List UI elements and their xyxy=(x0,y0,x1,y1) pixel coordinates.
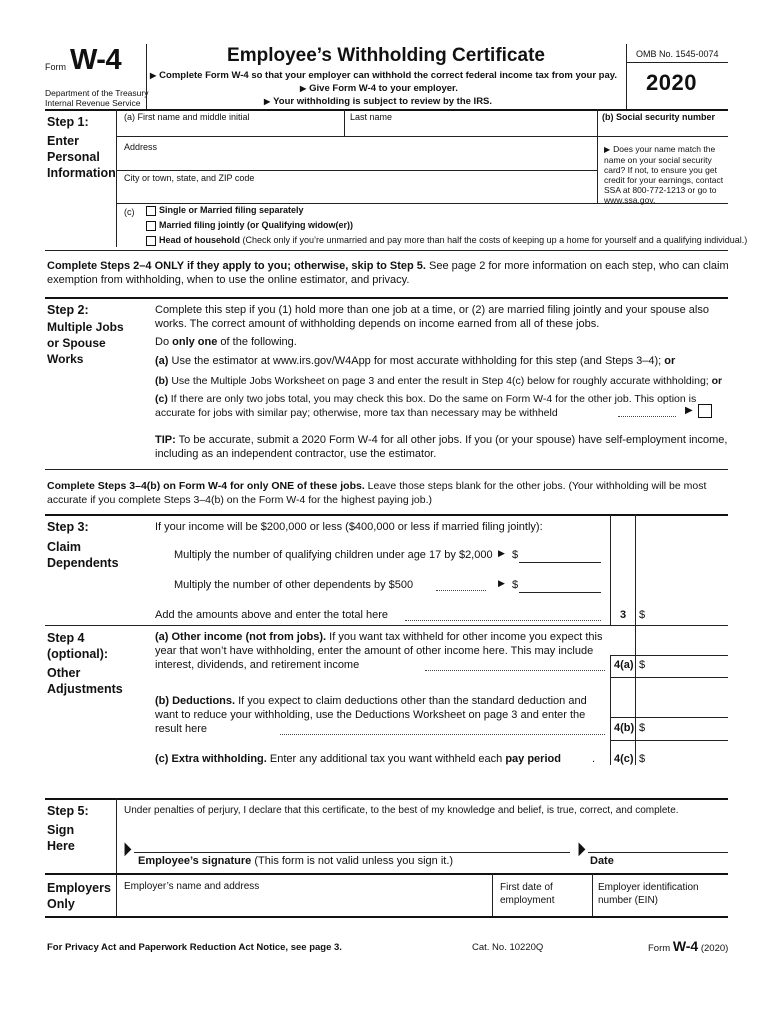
filing-status-label: (c) xyxy=(124,207,135,217)
ssn-field[interactable] xyxy=(599,110,727,136)
ssn-label: (b) Social security number xyxy=(602,112,716,122)
step1-title: Enter Personal Information xyxy=(47,134,116,180)
step4-label: Step 4 (optional): xyxy=(47,631,109,661)
step2-option-b: (b) Use the Multiple Jobs Worksheet on page 3 and enter the result in Step 4(c) below for roughly accurate withholding; or xyxy=(155,375,723,387)
address-label: Address xyxy=(124,142,158,152)
form-name: W-4 xyxy=(70,44,122,76)
two-jobs-checkbox[interactable] xyxy=(698,404,712,418)
line-4b-number: 4(b) xyxy=(614,722,635,734)
last-name-label: Last name xyxy=(350,112,393,122)
catalog-number: Cat. No. 10220Q xyxy=(472,942,544,953)
employers-title: Employers Only xyxy=(47,881,111,911)
step2-only-one: Do only one of the following. xyxy=(155,336,297,348)
intro-steps-3-4b: Complete Steps 3–4(b) on Form W-4 for only ONE of these jobs. Leave those steps blank for the other jobs. (Your withholding will be most accurate if you complete Steps 3–4(b) on the Form W-4 for the highest paying job.) xyxy=(47,480,707,506)
step3-other-line: Multiply the number of other dependents by $500 xyxy=(174,579,414,591)
omb-number: OMB No. 1545-0074 xyxy=(636,49,719,59)
step1-label: Step 1: xyxy=(47,115,89,129)
step3-title: Claim Dependents xyxy=(47,540,119,570)
married-joint-checkbox[interactable] xyxy=(146,221,156,231)
first-name-label: (a) First name and middle initial xyxy=(124,112,250,122)
step4b-deductions: (b) Deductions. If you expect to claim deductions other than the standard deduction and want to reduce your withholding, use the Deductions Worksheet on page 3 and enter the result here xyxy=(155,695,587,735)
perjury-statement: Under penalties of perjury, I declare that this certificate, to the best of my knowledge and belief, is true, correct, and complete. xyxy=(124,805,679,816)
date-arrow-icon: ▶ xyxy=(578,838,586,858)
city-label: City or town, state, and ZIP code xyxy=(124,173,255,183)
step5-title: Sign Here xyxy=(47,823,75,853)
step2-tip: TIP: To be accurate, submit a 2020 Form W-4 for all other jobs. If you (or your spouse) have self-employment income, including as an independent contractor, use the estimator. xyxy=(155,434,728,460)
employer-name-label: Employer’s name and address xyxy=(124,881,260,892)
tax-year: 2020 xyxy=(646,70,697,95)
instruction-3: ▶ Your withholding is subject to review by the IRS. xyxy=(264,96,492,107)
other-dependents-field[interactable] xyxy=(519,578,601,593)
step3-total-line: Add the amounts above and enter the total here xyxy=(155,609,388,621)
signature-arrow-icon: ▶ xyxy=(124,838,132,858)
dept-irs: Internal Revenue Service xyxy=(45,98,141,108)
first-date-label: First date of employment xyxy=(500,882,555,906)
signature-label: Employee’s signature (This form is not valid unless you sign it.) xyxy=(138,855,454,867)
line-4c-amount[interactable] xyxy=(646,750,726,766)
footer-form-name: Form W-4 (2020) xyxy=(648,938,729,954)
line-3-amount[interactable] xyxy=(646,606,726,624)
filing-single: Single or Married filing separately xyxy=(146,205,304,216)
signature-field[interactable] xyxy=(134,833,564,851)
filing-hoh: Head of household (Check only if you’re unmarried and pay more than half the costs of keeping up a home for yourself and a qualifying individual.) xyxy=(146,235,747,246)
line-4b-amount[interactable] xyxy=(646,719,726,737)
single-checkbox[interactable] xyxy=(146,206,156,216)
step3-label: Step 3: xyxy=(47,520,89,534)
step2-description: Complete this step if you (1) hold more than one job at a time, or (2) are married filing jointly and your spouse also works. The correct amount of withholding depends on income earned from all of these jobs. xyxy=(155,304,709,330)
step5-label: Step 5: xyxy=(47,804,89,818)
qualifying-children-field[interactable] xyxy=(519,548,601,563)
step3-intro: If your income will be $200,000 or less ($400,000 or less if married filing jointly): xyxy=(155,521,543,533)
step2-option-c: (c) If there are only two jobs total, you may check this box. Do the same on Form W-4 for the other job. This option is accurate for jobs with similar pay; otherwise, more tax than necessary may be withheld xyxy=(155,393,697,419)
step2-option-a: (a) Use the estimator at www.irs.gov/W4App for most accurate withholding for this step (and Steps 3–4); or xyxy=(155,355,676,367)
page-title: Employee’s Withholding Certificate xyxy=(227,45,545,66)
instruction-2: ▶ Give Form W-4 to your employer. xyxy=(300,83,458,94)
step2-title: Multiple Jobs or Spouse Works xyxy=(47,320,124,366)
step2-label: Step 2: xyxy=(47,303,89,317)
line-4a-number: 4(a) xyxy=(614,659,634,671)
step4a-other-income: (a) Other income (not from jobs). If you want tax withheld for other income you expect this year that won’t have withholding, enter the amount of other income here. This may include interest, dividends, and retirement income xyxy=(155,631,603,671)
date-label: Date xyxy=(590,855,614,867)
filing-joint: Married filing jointly (or Qualifying widow(er)) xyxy=(146,220,353,231)
form-label: Form xyxy=(45,62,66,72)
arrow-icon: ▶ xyxy=(685,405,693,416)
line-3-number: 3 xyxy=(620,609,627,621)
city-field[interactable] xyxy=(118,172,595,202)
address-field[interactable] xyxy=(118,138,595,169)
last-name-field[interactable] xyxy=(346,110,596,136)
step4c-extra-withholding: (c) Extra withholding. Enter any additional tax you want withheld each pay period xyxy=(155,753,561,765)
first-name-field[interactable] xyxy=(118,110,344,136)
step3-children-line: Multiply the number of qualifying children under age 17 by $2,000 xyxy=(174,549,493,561)
date-field[interactable] xyxy=(588,833,726,851)
line-4a-amount[interactable] xyxy=(646,657,726,675)
instruction-1: ▶ Complete Form W-4 so that your employer can withhold the correct federal income tax from your pay. xyxy=(150,70,617,81)
intro-steps-2-4: Complete Steps 2–4 ONLY if they apply to you; otherwise, skip to Step 5. See page 2 for more information on each step, who can claim exemption from withholding, when to use the online estimator, and privacy. xyxy=(47,260,729,286)
line-4c-number: 4(c) xyxy=(614,753,634,765)
ssn-note: ▶ Does your name match the name on your social security card? If not, to ensure you get credit for your earnings, contact SSA at 800-772-1213 or go to www.ssa.gov. xyxy=(604,144,728,205)
privacy-notice: For Privacy Act and Paperwork Reduction Act Notice, see page 3. xyxy=(47,942,342,953)
step4-title: Other Adjustments xyxy=(47,666,123,696)
head-of-household-checkbox[interactable] xyxy=(146,236,156,246)
dept-treasury: Department of the Treasury xyxy=(45,88,149,98)
ein-label: Employer identification number (EIN) xyxy=(598,882,699,906)
employer-name-field[interactable] xyxy=(118,895,490,915)
